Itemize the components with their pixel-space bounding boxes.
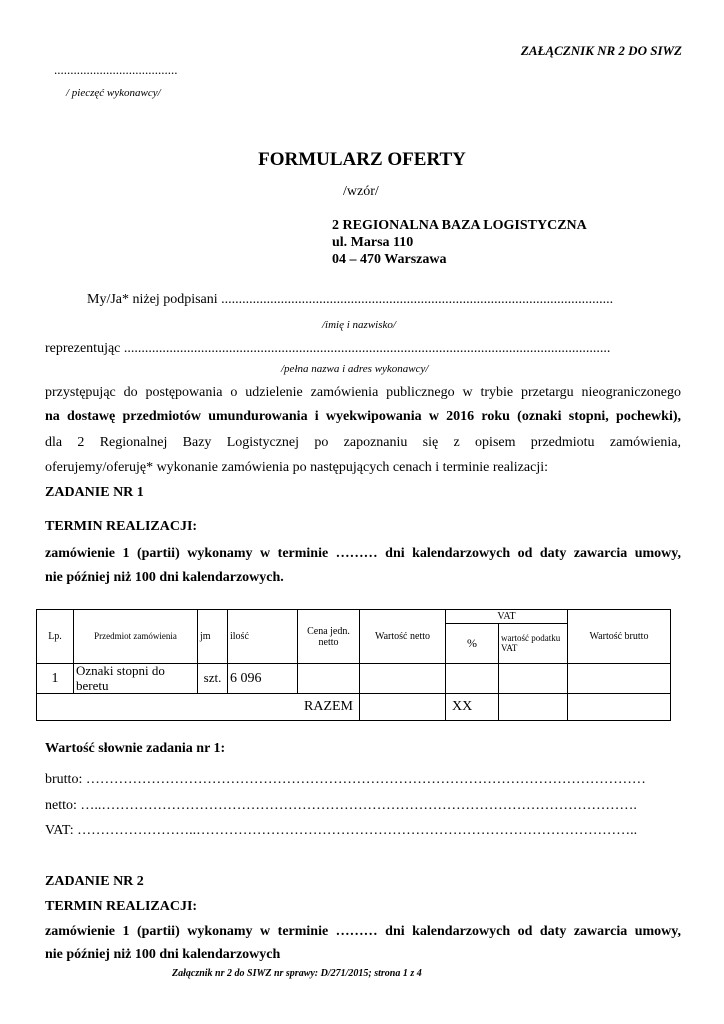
words-brutto: brutto: …………………………………………………………………………………………………………	[45, 772, 646, 787]
task2-term-line-1: zamówienie 1 (partii) wykonamy w terminie ……… dni kalendarzowych od daty zawarcia umowy,	[45, 924, 681, 939]
cell-price	[298, 664, 360, 694]
offer-table	[36, 609, 671, 721]
total-vat-value	[499, 694, 568, 721]
header-qty: ilość	[228, 610, 298, 664]
cell-vat-percent	[446, 664, 499, 694]
words-netto: netto: …..…………………………………………………………………………………………………….	[45, 798, 637, 813]
total-net	[360, 694, 446, 721]
page-footer: Załącznik nr 2 do SIWZ nr sprawy: D/271/2015; strona 1 z 4	[172, 968, 422, 979]
body-line-4: oferujemy/oferuję* wykonanie zamówienia po następujących cenach i terminie realizacji:	[45, 460, 548, 475]
task1-term-line-2: nie później niż 100 dni kalendarzowych.	[45, 570, 284, 585]
task1-term-line-1: zamówienie 1 (partii) wykonamy w terminie ……… dni kalendarzowych od daty zawarcia umowy,	[45, 546, 681, 561]
task2-title: ZADANIE NR 2	[45, 874, 144, 889]
total-row	[37, 694, 671, 721]
task1-title: ZADANIE NR 1	[45, 485, 144, 500]
cell-net	[360, 664, 446, 694]
cell-vat-value	[499, 664, 568, 694]
total-gross	[568, 694, 671, 721]
stamp-dots: ......................................	[54, 62, 178, 77]
header-vat-percent: %	[446, 624, 499, 664]
body-line-1: przystępując do postępowania o udzielenie zamówienia publicznego w trybie przetargu nieograniczonego	[45, 385, 681, 400]
header-vat: VAT	[446, 610, 568, 624]
header-unit: jm	[198, 610, 228, 664]
header-gross: Wartość brutto	[568, 610, 671, 664]
page-subtitle: /wzór/	[343, 184, 379, 199]
annex-label: ZAŁĄCZNIK NR 2 DO SIWZ	[520, 43, 682, 58]
signer-caption: /imię i nazwisko/	[322, 319, 396, 331]
header-vat-value: wartość podatku VAT	[499, 624, 568, 664]
task1-term-title: TERMIN REALIZACJI:	[45, 519, 198, 534]
cell-unit: szt.	[198, 664, 228, 694]
stamp-caption: / pieczęć wykonawcy/	[66, 87, 161, 99]
header-net: Wartość netto	[360, 610, 446, 664]
total-vat-percent: XX	[446, 694, 499, 721]
recipient-street: ul. Marsa 110	[332, 235, 414, 250]
recipient-name: 2 REGIONALNA BAZA LOGISTYCZNA	[332, 218, 587, 233]
body-line-2: na dostawę przedmiotów umundurowania i wyekwipowania w 2016 roku (oznaki stopni, pochewki),	[45, 409, 681, 424]
cell-gross	[568, 664, 671, 694]
page-title: FORMULARZ OFERTY	[258, 149, 466, 170]
representing-caption: /pełna nazwa i adres wykonawcy/	[281, 363, 429, 375]
task2-term-title: TERMIN REALIZACJI:	[45, 899, 198, 914]
header-lp: Lp.	[37, 610, 74, 664]
recipient-city: 04 – 470 Warszawa	[332, 252, 447, 267]
words-vat: VAT: ……………………..…………………………………………………………………………………..	[45, 823, 638, 838]
total-label: RAZEM	[37, 694, 360, 721]
representing-line: reprezentując ...........................................................................................................................................	[45, 341, 611, 356]
task2-term-line-2: nie później niż 100 dni kalendarzowych	[45, 947, 281, 962]
header-item: Przedmiot zamówienia	[74, 610, 198, 664]
cell-qty: 6 096	[228, 664, 298, 694]
cell-item: Oznaki stopni do beretu	[74, 664, 198, 694]
words-title: Wartość słownie zadania nr 1:	[45, 741, 226, 756]
body-line-3: dla 2 Regionalnej Bazy Logistycznej po zapoznaniu się z opisem przedmiotu zamówienia,	[45, 435, 681, 450]
table-row	[37, 664, 671, 694]
header-price: Cena jedn. netto	[298, 610, 360, 664]
signer-line: My/Ja* niżej podpisani ................................................................................................................	[87, 292, 614, 307]
cell-lp: 1	[37, 664, 74, 694]
